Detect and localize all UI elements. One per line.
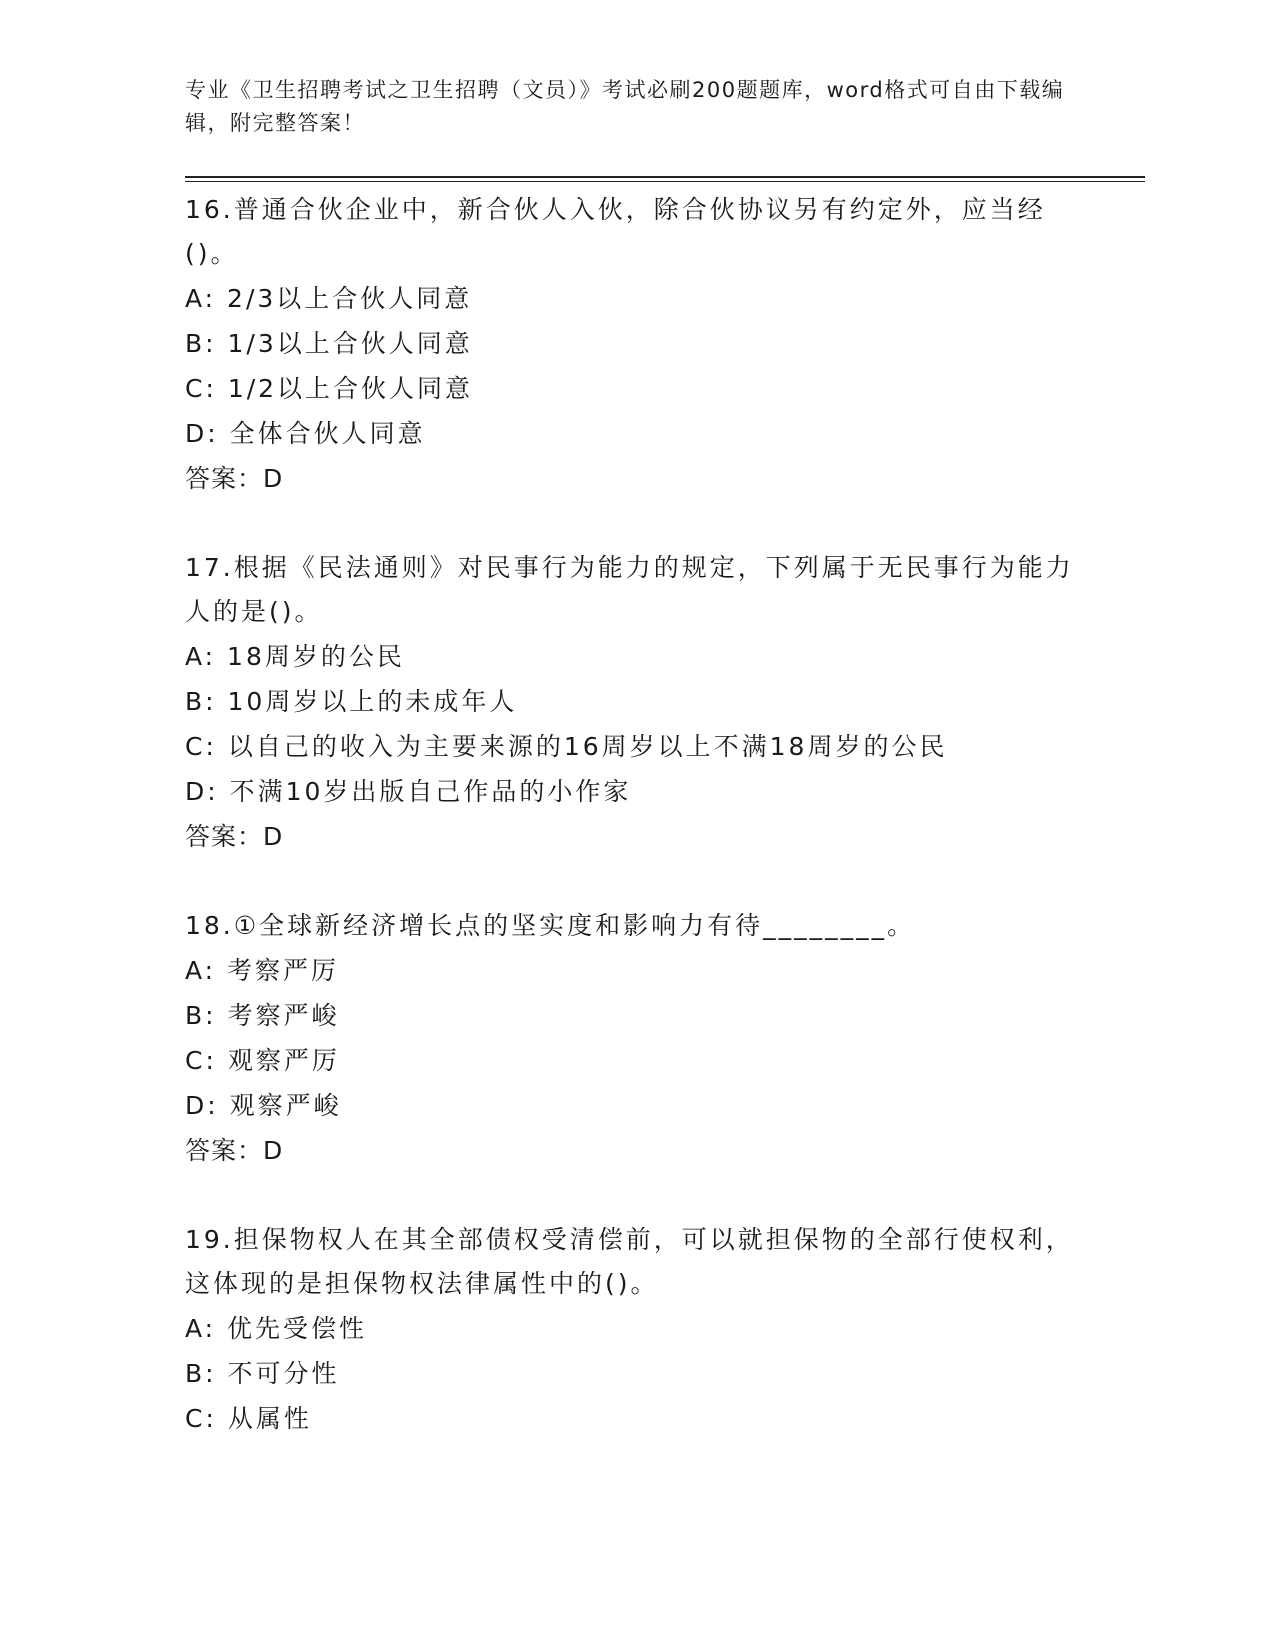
question-17 (185, 546, 1085, 859)
option-c: C: 从属性 (185, 1404, 312, 1433)
option-b: B: 不可分性 (185, 1359, 340, 1388)
option-b: B: 考察严峻 (185, 1001, 340, 1030)
answer-line: 答案：D (185, 1136, 284, 1165)
option-d: D: 观察严峻 (185, 1091, 342, 1120)
question-stem: 19.担保物权人在其全部债权受清偿前，可以就担保物的全部行使权利，这体现的是担保物权法律属性中的()。 (185, 1225, 1074, 1298)
header-rule-thick (185, 176, 1145, 178)
option-c: C: 1/2以上合伙人同意 (185, 374, 474, 403)
option-d: D: 不满10岁出版自己作品的小作家 (185, 777, 632, 806)
question-16 (185, 188, 1085, 501)
question-stem: 16.普通合伙企业中，新合伙人入伙，除合伙协议另有约定外，应当经()。 (185, 195, 1046, 268)
header-rule-thin (185, 181, 1145, 182)
question-stem: 18.①全球新经济增长点的坚实度和影响力有待________。 (185, 911, 916, 940)
option-a: A: 18周岁的公民 (185, 642, 405, 671)
option-c: C: 以自己的收入为主要来源的16周岁以上不满18周岁的公民 (185, 732, 948, 761)
question-19 (185, 1218, 1085, 1441)
question-stem: 17.根据《民法通则》对民事行为能力的规定，下列属于无民事行为能力人的是()。 (185, 553, 1074, 626)
answer-line: 答案：D (185, 822, 284, 851)
option-d: D: 全体合伙人同意 (185, 419, 426, 448)
option-b: B: 1/3以上合伙人同意 (185, 329, 473, 358)
question-18 (185, 904, 1085, 1173)
option-b: B: 10周岁以上的未成年人 (185, 687, 518, 716)
option-a: A: 优先受偿性 (185, 1314, 368, 1343)
document-header: 专业《卫生招聘考试之卫生招聘（文员）》考试必刷200题题库，word格式可自由下载编辑，附完整答案！ (185, 78, 1065, 135)
question-list (185, 188, 1085, 1486)
answer-line: 答案：D (185, 464, 284, 493)
option-a: A: 考察严厉 (185, 956, 340, 985)
option-a: A: 2/3以上合伙人同意 (185, 284, 473, 313)
option-c: C: 观察严厉 (185, 1046, 340, 1075)
